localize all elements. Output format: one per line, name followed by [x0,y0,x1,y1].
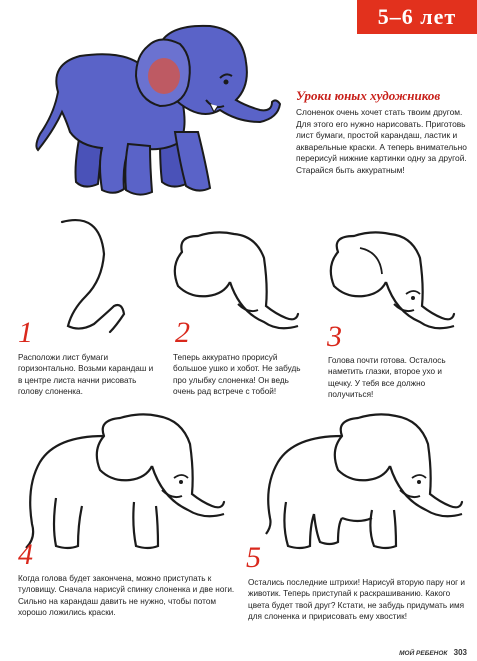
step-3-drawing [322,226,464,338]
page-number: 303 [453,648,467,657]
page-footer [399,648,467,657]
magazine-name: МОЙ РЕБЕНОК [399,650,448,657]
step-5-number: 5 [246,541,261,574]
step-3-caption: Голова почти готова. Осталось наметить глазки, второе ухо и щечку. У тебя все должно получиться! [328,356,446,400]
lesson-title: Уроки юных художников [296,88,441,103]
step-4-caption: Когда голова будет закончена, можно приступать к туловищу. Сначала нарисуй спинку слоненка и две ноги. Сильно на карандаш давить не нужно, чтобы потом хорошо ложились краски. [18,574,235,618]
step-5-caption: Остались последние штрихи! Нарисуй вторую пару ног и животик. Теперь приступай к раскрашиванию. Какого цвета будет твой друг? Кстати, не забудь придумать имя для слоненка и пририсовать ему хвостик! [248,578,465,622]
step-3-number: 3 [327,320,342,353]
age-badge: 5–6 лет [357,0,477,34]
intro-block [296,88,468,177]
step-4-drawing [16,406,236,554]
step-4-number: 4 [18,538,33,571]
step-2-caption: Теперь аккуратно прорисуй большое ушко и хобот. Не забудь про улыбку слоненка! Он ведь очень рад встрече с тобой! [173,353,301,397]
step-5-drawing [262,406,470,554]
step-1-caption: Расположи лист бумаги горизонтально. Возьми карандаш и в центре листа начни рисовать голову слоненка. [18,353,154,397]
blue-elephant-illustration [10,14,285,199]
step-1-number: 1 [18,316,33,349]
step-1-drawing [50,214,140,344]
step-2-number: 2 [175,316,190,349]
intro-text: Слоненок очень хочет стать твоим другом. Для этого его нужно нарисовать. Приготовь лист бумаги, простой карандаш, ластик и акварельные краски. А теперь внимательно перерисуй нижние картинки одну за другой. Старайся быть аккуратным! [296,107,467,175]
